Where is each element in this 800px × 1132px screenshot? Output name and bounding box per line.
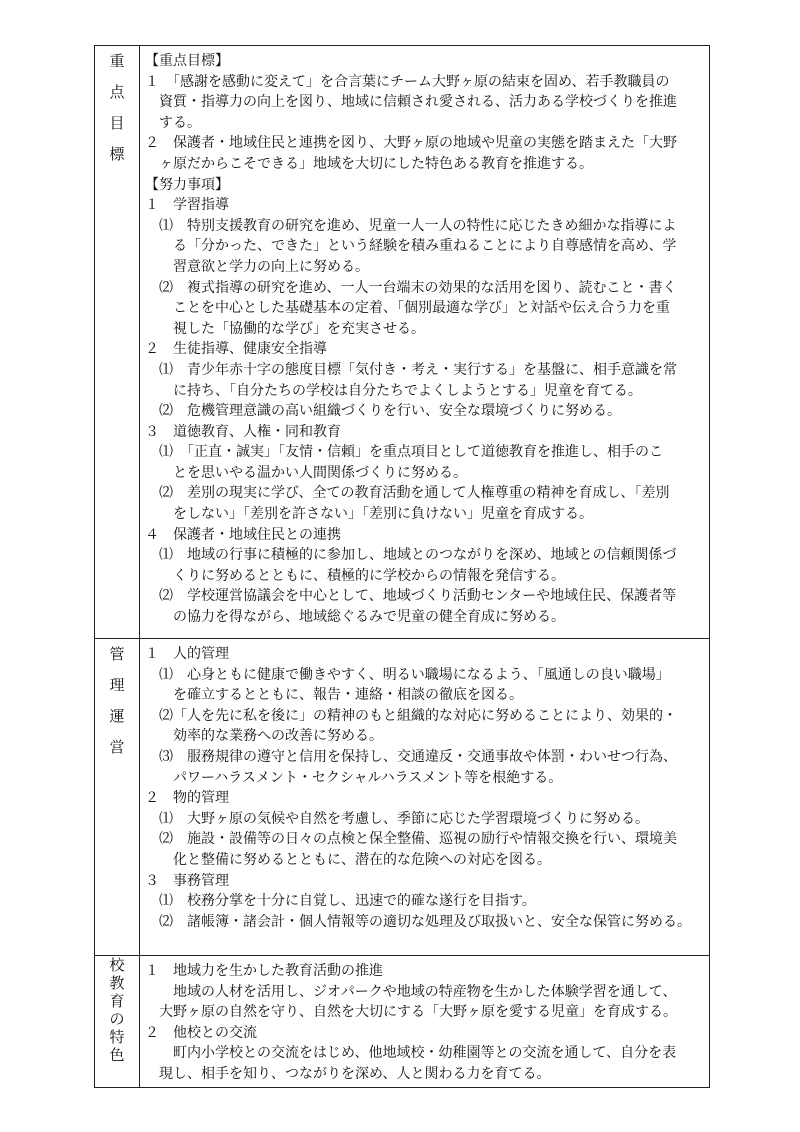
text-line: ⑴ 特別支援教育の研究を進め、児童一人一人の特性に応じたきめ細かな指導によ: [159, 217, 677, 234]
text-line: ３ 事務管理: [145, 872, 229, 889]
label-text: 重 点 目 標: [109, 52, 125, 163]
text-line: ⑵ 諸帳簿・諸会計・個人情報等の適切な処理及び取扱いと、安全な保管に努める。: [159, 913, 691, 930]
school-plan-table: [94, 45, 710, 1088]
section-content-school-features: [140, 956, 710, 1088]
text-line: ⑵ 施設・設備等の日々の点検と保全整備、巡視の励行や情報交換を行い、環境美: [159, 831, 677, 848]
text-line: ことを中心とした基礎基本の定着、「個別最適な学び」と対話や伝え合う力を重: [173, 300, 670, 317]
text-line: ヶ原だからこそできる」地域を大切にした特色ある教育を推進する。: [159, 155, 593, 172]
text-line: １ 学習指導: [145, 197, 229, 214]
text-line: 現し、相手を知り、つながりを深め、人と関わる力を育てる。: [159, 1065, 551, 1082]
text-line: 視した「協働的な学び」を充実させる。: [173, 320, 425, 337]
text-line: ⑵ 複式指導の研究を進め、一人一台端末の効果的な活用を図り、読むこと・書く: [159, 279, 677, 296]
text-line: る「分かった、できた」という経験を積み重ねることにより自尊感情を高め、学: [173, 238, 677, 255]
text-line: する。: [159, 114, 201, 131]
text-line: ４ 保護者・地域住民との連携: [145, 526, 341, 543]
text-line: の協力を得ながら、地域総ぐるみで児童の健全育成に努める。: [173, 609, 565, 626]
text-line: ⑴ 心身ともに健康で働きやすく、明るい職場になるよう、「風通しの良い職場」: [159, 666, 670, 683]
label-text: 校 教 育 の 特 色: [109, 956, 125, 1064]
text-line: ⑵ 差別の現実に学び、全ての教育活動を通して人権尊重の精神を育成し、「差別: [159, 485, 670, 502]
text-line: 町内小学校との交流をはじめ、他地域校・幼稚園等との交流を通して、自分を表: [173, 1045, 677, 1062]
text-line: 化と整備に努めるとともに、潜在的な危険への対応を図る。: [173, 851, 551, 868]
text-line: とを思いやる温かい人間関係づくりに努める。: [173, 464, 467, 481]
text-line: １ 人的管理: [145, 646, 229, 662]
text-line: 大野ヶ原の自然を守り、自然を大切にする「大野ヶ原を愛する児童」を育成する。: [159, 1004, 677, 1021]
label-text: 管 理 運 営: [109, 645, 125, 756]
text-line: 【重点目標】: [145, 53, 229, 69]
text-line: 習意欲と学力の向上に努める。: [173, 258, 369, 275]
section-label-school-features: [95, 956, 140, 1088]
text-line: ⑴ 地域の行事に積極的に参加し、地域とのつながりを深め、地域との信頼関係づ: [159, 547, 677, 564]
text-line: ⑵ 学校運営協議会を中心として、地域づくり活動センターや地域住民、保護者等: [159, 588, 677, 605]
text-line: ２ 保護者・地域住民と連携を図り、大野ヶ原の地域や児童の実態を踏まえた「大野: [145, 135, 677, 152]
section-label-priority-goals: [95, 46, 140, 639]
text-line: くりに努めるとともに、積極的に学校からの情報を発信する。: [173, 567, 565, 584]
text-line: 【努力事項】: [145, 176, 229, 193]
section-content-priority-goals: [140, 46, 710, 639]
text-line: ⑵「人を先に私を後に」の精神のもと組織的な対応に努めることにより、効果的・: [159, 707, 677, 724]
section-lines: [140, 46, 709, 630]
text-line: を確立するとともに、報告・連絡・相談の徹底を図る。: [173, 687, 523, 704]
text-line: ⑴ 「正直・誠実」「友情・信頼」を重点項目として道徳教育を推進し、相手のこ: [159, 444, 663, 461]
text-line: 地域の人材を活用し、ジオパークや地域の特産物を生かした体験学習を通して、: [173, 983, 677, 1000]
text-line: ３ 道徳教育、人権・同和教育: [145, 423, 341, 440]
section-label-management: [95, 639, 140, 956]
text-line: をしない」「差別を許さない」「差別に負けない」児童を育成する。: [173, 506, 593, 523]
text-line: ２ 他校との交流: [145, 1024, 257, 1041]
text-line: １ 地域力を生かした教育活動の推進: [145, 963, 383, 979]
text-line: ２ 物的管理: [145, 790, 229, 807]
text-line: パワーハラスメント・セクシャルハラスメント等を根絶する。: [173, 769, 563, 786]
text-line: 資質・指導力の向上を図り、地域に信頼され愛される、活力ある学校づくりを推進: [159, 94, 677, 111]
text-line: ⑴ 校務分掌を十分に自覚し、迅速で的確な遂行を目指す。: [159, 893, 536, 910]
text-line: ⑶ 服務規律の遵守と信用を保持し、交通違反・交通事故や体罰・わいせつ行為、: [159, 748, 677, 765]
text-line: ⑴ 大野ヶ原の気候や自然を考慮し、季節に応じた学習環境づくりに努める。: [159, 810, 649, 827]
text-line: 効率的な業務への改善に努める。: [173, 728, 383, 745]
section-row-management: [95, 639, 710, 956]
text-line: に持ち、「自分たちの学校は自分たちでよくしようとする」児童を育てる。: [173, 382, 642, 399]
text-line: ⑵ 危機管理意識の高い組織づくりを行い、安全な環境づくりに努める。: [159, 403, 621, 420]
text-line: ⑴ 青少年赤十字の態度目標「気付き・考え・実行する」を基盤に、相手意識を常: [159, 361, 677, 378]
section-row-priority-goals: [95, 46, 710, 639]
section-row-school-features: [95, 956, 710, 1088]
section-lines: [140, 956, 709, 1087]
text-line: ２ 生徒指導、健康安全指導: [145, 341, 327, 358]
text-line: １ 「感謝を感動に変えて」を合言葉にチーム大野ヶ原の結束を固め、若手教職員の: [145, 73, 670, 90]
section-content-management: [140, 639, 710, 956]
section-lines: [140, 639, 709, 934]
